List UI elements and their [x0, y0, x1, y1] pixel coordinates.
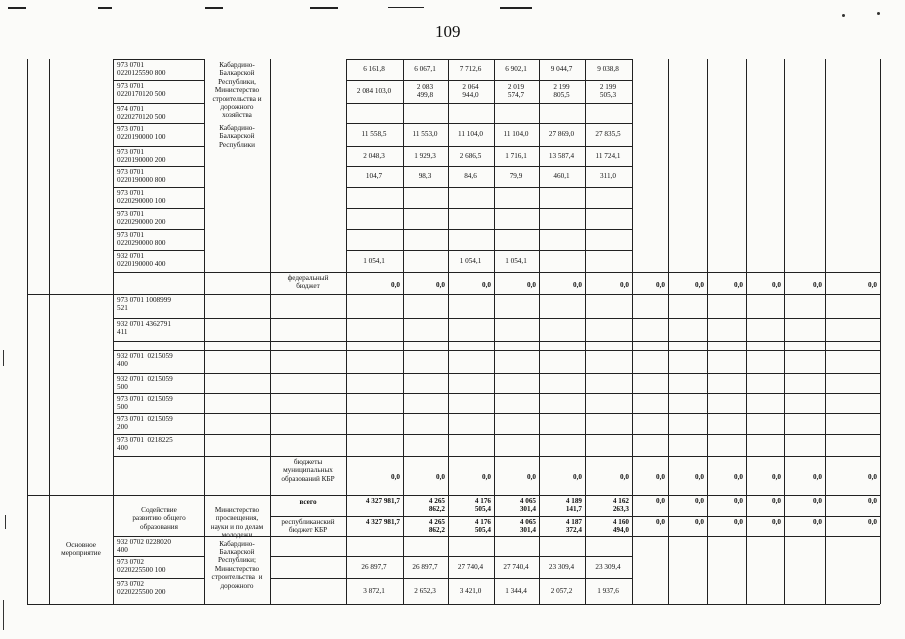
cell-value: 0,0	[482, 281, 491, 289]
budget-code: 0220170120 500	[117, 90, 166, 98]
cell-value: 1 054,1	[459, 257, 482, 265]
cell-value: 0,0	[482, 473, 491, 481]
cell-value: 0,0	[734, 518, 743, 526]
cell-value: 11 724,1	[595, 152, 621, 160]
cell-value: 3 421,0	[459, 587, 482, 595]
cell-value: 27 869,0	[548, 130, 575, 138]
cell-value: 26 897,7	[361, 563, 387, 571]
scan-mark	[310, 7, 338, 9]
cell-value: 4 187 372,4	[565, 518, 582, 535]
executor-name: Министерство просвещения, науки и по делам молодежи Кабардино- Балкарской Республики; Министерство строительства и дорожного	[210, 506, 264, 590]
table-rule	[113, 341, 880, 342]
budget-code: 973 0701 1008999 521	[117, 296, 171, 313]
cell-value: 0,0	[573, 281, 582, 289]
cell-value: 9 038,8	[597, 65, 619, 73]
cell-value: 1 344,4	[505, 587, 527, 595]
cell-value: 26 897,7	[412, 563, 438, 571]
table-rule	[113, 556, 204, 557]
cell-value: 2 686,5	[459, 152, 482, 160]
cell-value: 460,1	[553, 172, 570, 180]
budget-code: 932 0701	[117, 252, 144, 260]
table-rule	[113, 413, 880, 414]
table-rule	[113, 350, 880, 351]
table-rule	[346, 208, 632, 209]
cell-value: 11 104,0	[503, 130, 529, 138]
table-rule	[270, 59, 271, 604]
cell-value: 0,0	[813, 518, 822, 526]
cell-value: 0,0	[391, 281, 400, 289]
cell-value: 0,0	[868, 281, 877, 289]
cell-value: 2 199 505,3	[599, 83, 617, 100]
cell-value: 0,0	[695, 473, 704, 481]
cell-value: 1 716,1	[505, 152, 527, 160]
table-rule	[113, 272, 880, 273]
table-rule	[346, 187, 632, 188]
budget-source-label: федеральный бюджет	[287, 274, 329, 291]
budget-code: 0220190000 200	[117, 156, 166, 164]
cell-value: 0,0	[695, 281, 704, 289]
table-rule	[113, 250, 204, 251]
scan-mark	[3, 600, 4, 630]
table-rule	[270, 556, 632, 557]
budget-code: 973 0701	[117, 210, 144, 218]
scan-mark	[388, 7, 424, 8]
table-rule	[113, 59, 114, 604]
cell-value: 11 558,5	[361, 130, 387, 138]
cell-value: 0,0	[620, 281, 629, 289]
budget-code: 0220270120 500	[117, 113, 166, 121]
budget-source-label: республиканский бюджет КБР	[281, 518, 335, 535]
budget-code: 0220190000 400	[117, 260, 166, 268]
scan-mark	[98, 7, 112, 9]
cell-value: 27 740,4	[503, 563, 529, 571]
cell-value: 1 054,1	[505, 257, 527, 265]
budget-code: 973 0701	[117, 168, 144, 176]
cell-value: 11 104,0	[458, 130, 483, 138]
cell-value: 11 553,0	[412, 130, 438, 138]
cell-value: 4 065 301,4	[519, 497, 536, 514]
cell-value: 23 309,4	[548, 563, 575, 571]
budget-code: 932 0701 0215059 500	[117, 375, 173, 392]
cell-value: 0,0	[734, 497, 743, 505]
scan-mark	[500, 7, 532, 9]
cell-value: 2 057,2	[550, 587, 573, 595]
cell-value: 2 199 805,5	[553, 83, 570, 100]
budget-code: 0220190000 100	[117, 133, 166, 141]
executor-name: Кабардино- Балкарской Республики, Министерство строительства и дорожного хозяйства	[212, 61, 262, 120]
table-rule	[113, 578, 204, 579]
scan-mark	[8, 7, 26, 9]
cell-value: 4 189 141,7	[565, 497, 582, 514]
table-rule	[113, 123, 204, 124]
table-rule	[270, 578, 632, 579]
cell-value: 0,0	[813, 281, 822, 289]
cell-value: 1 929,3	[414, 152, 436, 160]
table-rule	[113, 208, 204, 209]
table-rule	[27, 604, 880, 605]
cell-value: 0,0	[813, 473, 822, 481]
cell-value: 98,3	[418, 172, 432, 180]
cell-value: 0,0	[772, 518, 781, 526]
cell-value: 3 872,1	[363, 587, 385, 595]
table-rule	[113, 294, 880, 295]
cell-value: 4 162 263,3	[612, 497, 629, 514]
scan-dot	[877, 12, 880, 15]
cell-value: 0,0	[527, 281, 536, 289]
table-rule	[113, 434, 880, 435]
cell-value: 0,0	[656, 473, 665, 481]
budget-code: 973 0701	[117, 61, 144, 69]
cell-value: 0,0	[436, 473, 445, 481]
table-rule	[27, 495, 880, 496]
cell-value: 0,0	[734, 473, 743, 481]
budget-code: 0220290000 100	[117, 197, 166, 205]
table-rule	[113, 166, 204, 167]
measure-name: Содействие развитию общего образования	[132, 506, 186, 531]
table-rule	[113, 318, 880, 319]
cell-value: 0,0	[813, 497, 822, 505]
budget-code: 973 0701 0218225 400	[117, 436, 173, 453]
table-rule	[346, 103, 632, 104]
cell-value: 2 064 944,0	[462, 83, 479, 100]
cell-value: 4 265 862,2	[428, 497, 445, 514]
cell-value: 4 327 981,7	[365, 497, 400, 505]
scan-mark	[5, 515, 6, 529]
row-type-label: Основное мероприятие	[61, 541, 101, 558]
budget-code: 974 0701	[117, 105, 144, 113]
cell-value: 311,0	[600, 172, 616, 180]
cell-value: 0,0	[772, 473, 781, 481]
budget-code: 0220290000 800	[117, 239, 166, 247]
cell-value: 6 161,8	[363, 65, 385, 73]
cell-value: 0,0	[436, 281, 445, 289]
cell-value: 0,0	[772, 281, 781, 289]
table-rule	[113, 393, 880, 394]
table-rule	[113, 103, 204, 104]
table-rule	[113, 80, 204, 81]
cell-value: 0,0	[695, 497, 704, 505]
budget-code: 973 0702 0220225500 200	[117, 580, 166, 597]
table-rule	[346, 250, 632, 251]
budget-code: 973 0701	[117, 148, 144, 156]
budget-code: 973 0701 0215059 200	[117, 415, 173, 432]
budget-code: 973 0701	[117, 82, 144, 90]
table-rule	[346, 123, 632, 124]
cell-value: 27 835,5	[595, 130, 621, 138]
budget-code: 973 0702 0220225500 100	[117, 558, 166, 575]
table-rule	[270, 516, 880, 517]
table-rule	[113, 229, 204, 230]
cell-value: 84,6	[464, 172, 477, 180]
table-rule	[346, 146, 632, 147]
budget-code: 0220190000 800	[117, 176, 166, 184]
cell-value: 0,0	[734, 281, 743, 289]
cell-value: 0,0	[620, 473, 629, 481]
cell-value: 0,0	[868, 473, 877, 481]
cell-value: 2 048,3	[363, 152, 385, 160]
table-rule	[113, 146, 204, 147]
table-rule	[270, 536, 880, 537]
cell-value: 79,9	[509, 172, 523, 180]
budget-code: 0220125590 800	[117, 69, 166, 77]
table-rule	[346, 166, 632, 167]
cell-value: 0,0	[656, 497, 665, 505]
cell-value: 4 176 505,4	[474, 518, 491, 535]
cell-value: 13 587,4	[548, 152, 575, 160]
cell-value: 0,0	[656, 518, 665, 526]
page-number: 109	[435, 22, 461, 41]
budget-code: 932 0702 0228020 400	[117, 538, 171, 555]
scan-mark	[3, 350, 4, 366]
cell-value: 1 937,6	[597, 587, 619, 595]
budget-code: 973 0701	[117, 231, 144, 239]
cell-value: 6 902,1	[505, 65, 527, 73]
budget-code: 932 0701 0215059 400	[117, 352, 173, 369]
cell-value: 0,0	[868, 518, 877, 526]
budget-source-label: бюджеты муниципальных образований КБР	[281, 458, 335, 483]
table-rule	[346, 229, 632, 230]
cell-value: 1 054,1	[363, 257, 385, 265]
cell-value: 2 652,3	[414, 587, 436, 595]
cell-value: 4 160 494,0	[612, 518, 629, 535]
executor-name: Кабардино- Балкарской Республики	[218, 124, 256, 149]
cell-value: 4 065 301,4	[519, 518, 536, 535]
cell-value: 4 176 505,4	[474, 497, 491, 514]
cell-value: 0,0	[695, 518, 704, 526]
cell-value: 0,0	[573, 473, 582, 481]
cell-value: 23 309,4	[595, 563, 621, 571]
cell-value: 6 067,1	[414, 65, 436, 73]
table-rule	[346, 59, 632, 60]
budget-code: 0220290000 200	[117, 218, 166, 226]
table-rule	[27, 59, 28, 604]
scan-mark	[205, 7, 223, 9]
cell-value: 4 265 862,2	[428, 518, 445, 535]
table-rule	[113, 373, 880, 374]
cell-value: 0,0	[772, 497, 781, 505]
cell-value: 4 327 981,7	[365, 518, 400, 526]
cell-value: 0,0	[868, 497, 877, 505]
cell-value: 2 084 103,0	[356, 87, 392, 95]
cell-value: 2 019 574,7	[507, 83, 525, 100]
cell-value: 104,7	[365, 172, 383, 180]
cell-value: 0,0	[391, 473, 400, 481]
table-rule	[49, 59, 50, 495]
cell-value: 0,0	[527, 473, 536, 481]
budget-code: 973 0701	[117, 189, 144, 197]
budget-source-label: всего	[299, 498, 317, 506]
budget-code: 973 0701 0215059 500	[117, 395, 173, 412]
table-rule	[880, 59, 881, 604]
cell-value: 2 083 499,8	[416, 83, 434, 100]
budget-code: 932 0701 4362791 411	[117, 320, 171, 337]
cell-value: 9 044,7	[550, 65, 573, 73]
cell-value: 7 712,6	[459, 65, 482, 73]
budget-code: 973 0701	[117, 125, 144, 133]
cell-value: 0,0	[656, 281, 665, 289]
cell-value: 27 740,4	[457, 563, 484, 571]
table-rule	[346, 80, 632, 81]
table-rule	[204, 59, 205, 604]
table-rule	[113, 456, 880, 457]
scan-dot	[842, 14, 845, 17]
table-rule	[113, 187, 204, 188]
table-rule	[113, 59, 204, 60]
